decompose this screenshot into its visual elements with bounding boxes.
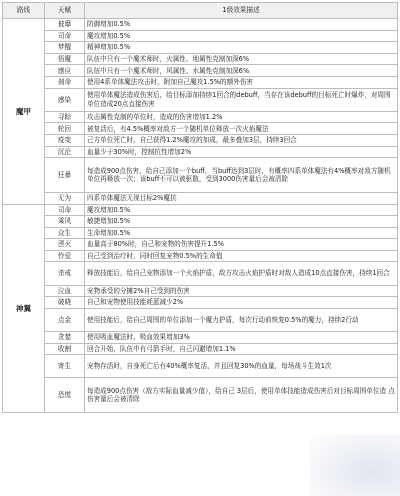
effect-description-cell: 宠物承受的分摊2%自己受到的伤害 [85, 285, 398, 297]
table-row [3, 19, 398, 31]
effect-description-cell: 自己受到治疗时，同时回复宠物0.5%的生命值 [85, 250, 398, 262]
table-row [3, 76, 398, 88]
table-row [3, 216, 398, 228]
talent-name-cell: 司命 [45, 204, 85, 216]
talent-name-cell: 泣血 [45, 285, 85, 297]
talent-name-cell: 点金 [45, 308, 85, 331]
table-row [3, 146, 398, 158]
effect-description-cell: 自己和宠物使用技能耗蓝减少2% [85, 297, 398, 309]
table-row [3, 53, 398, 65]
talent-name-cell: 众生 [45, 227, 85, 239]
talent-name-cell: 收割 [45, 343, 85, 355]
effect-description-cell: 己方单位死亡时，自己获得1.2%魔攻的加成，最多叠加3层，持续3回合 [85, 134, 398, 146]
effect-description-cell: 敏捷增加0.5% [85, 216, 398, 228]
talent-name-cell: 刹命 [45, 76, 85, 88]
effect-description-cell: 血量高于80%时，自己和宠物的伤害提升1.5% [85, 239, 398, 251]
talent-name-cell: 感应 [45, 65, 85, 77]
route-cell: 魔甲 [3, 19, 45, 205]
talent-name-cell: 破晓 [45, 297, 85, 309]
talent-name-cell: 感染 [45, 88, 85, 111]
table-row [3, 332, 398, 344]
effect-description-cell: 回合开始，队伍中有弓箭手时，自己闪避增加1.1% [85, 343, 398, 355]
effect-description-cell: 四系单体魔法无视目标2%魔抗 [85, 192, 398, 204]
effect-description-cell: 每造成900点伤害（敌方实际血量减少值），给自己 3层后，使用单体技能造成伤害后对目标周围单位造 点伤害量后会被清除 [85, 378, 398, 413]
table-row [3, 250, 398, 262]
effect-description-cell: 防御增加0.5% [85, 19, 398, 31]
table-header-row [3, 3, 398, 19]
table-row [3, 111, 398, 123]
talent-name-cell: 梦醒 [45, 42, 85, 54]
table-row [3, 343, 398, 355]
talent-name-cell: 怜爱 [45, 250, 85, 262]
table-row [3, 192, 398, 204]
watermark-overlay [310, 434, 400, 496]
talent-name-cell: 杀戒 [45, 262, 85, 285]
table-row [3, 42, 398, 54]
table-row [3, 308, 398, 331]
table-row [3, 134, 398, 146]
effect-description-cell: 使用4系单体魔法攻击时，附加自己魔攻1.5%的额外伤害 [85, 76, 398, 88]
table-row [3, 355, 398, 378]
talent-name-cell: 寄生 [45, 355, 85, 378]
table-row [3, 158, 398, 193]
effect-description-cell: 宠物存活时，自身死亡后有40%概率复活，并且回复30%的血量，每场战斗生效1次 [85, 355, 398, 378]
talent-name-cell: 乘风 [45, 216, 85, 228]
talent-name-cell: 湮灭 [45, 239, 85, 251]
effect-description-cell: 血量少于30%时，控制抗性增加2% [85, 146, 398, 158]
table-body [3, 19, 398, 413]
table-row [3, 378, 398, 413]
header-description: 1级效果描述 [85, 3, 398, 19]
talent-name-cell: 疫变 [45, 134, 85, 146]
effect-description-cell: 生命增加0.5% [85, 227, 398, 239]
table-row [3, 227, 398, 239]
talent-name-cell: 无为 [45, 192, 85, 204]
table-row [3, 239, 398, 251]
effect-description-cell: 队伍中只有一个魔术师时，火属性、地属性克制加深6% [85, 53, 398, 65]
table-row [3, 88, 398, 111]
talent-name-cell: 恐慌 [45, 378, 85, 413]
talent-name-cell: 悟魔 [45, 53, 85, 65]
table-row [3, 204, 398, 216]
effect-description-cell: 魔攻增加0.5% [85, 30, 398, 42]
route-cell: 神翼 [3, 204, 45, 413]
talent-table [2, 2, 398, 413]
talent-name-cell: 狂暴 [45, 158, 85, 193]
talent-name-cell: 寻踪 [45, 111, 85, 123]
talent-name-cell: 沉沦 [45, 146, 85, 158]
table-row [3, 262, 398, 285]
talent-name-cell: 轮回 [45, 123, 85, 135]
table-row [3, 30, 398, 42]
effect-description-cell: 攻击属性克制的单位时，造成的伤害增加1.2% [85, 111, 398, 123]
talent-name-cell: 贪婪 [45, 332, 85, 344]
effect-description-cell: 使用技能后，给自己周围的单位添加一个魔力护盾，每次行动前恢复0.5%的魔力，持续2行动 [85, 308, 398, 331]
table-row [3, 65, 398, 77]
header-route: 路线 [3, 3, 45, 19]
effect-description-cell: 使用吸血魔法时，吸血效果增加3% [85, 332, 398, 344]
effect-description-cell: 精神增加0.5% [85, 42, 398, 54]
talent-name-cell: 司命 [45, 30, 85, 42]
effect-description-cell: 被复活后，有4.5%概率对敌方一个随机单位释放一次火焰魔法 [85, 123, 398, 135]
table-row [3, 285, 398, 297]
effect-description-cell: 释放技能后，给自己宠物添加一个火焰护盾，敌方攻击火焰护盾时对敌人造成10点直接伤害，持续1回合 [85, 262, 398, 285]
talent-name-cell: 披靡 [45, 19, 85, 31]
effect-description-cell: 使用单体魔法造成伤害后，给目标添加持续1回合的debuff，当存在该debuff的目标死亡时爆炸，对周围单位造成20点直接伤害 [85, 88, 398, 111]
effect-description-cell: 魔攻增加0.5% [85, 204, 398, 216]
effect-description-cell: 队伍中只有一个魔术师时，风属性、水属性克制加深6% [85, 65, 398, 77]
table-row [3, 297, 398, 309]
table-row [3, 123, 398, 135]
effect-description-cell: 每造成900点伤害，给自己添加一个buff，当buff达到3层时，有概率四系单体魔法有4%概率对敌方随机单位再释放一次；该buff不可以被驱散，受到3000伤害量后会被清除 [85, 158, 398, 193]
header-talent: 天赋 [45, 3, 85, 19]
